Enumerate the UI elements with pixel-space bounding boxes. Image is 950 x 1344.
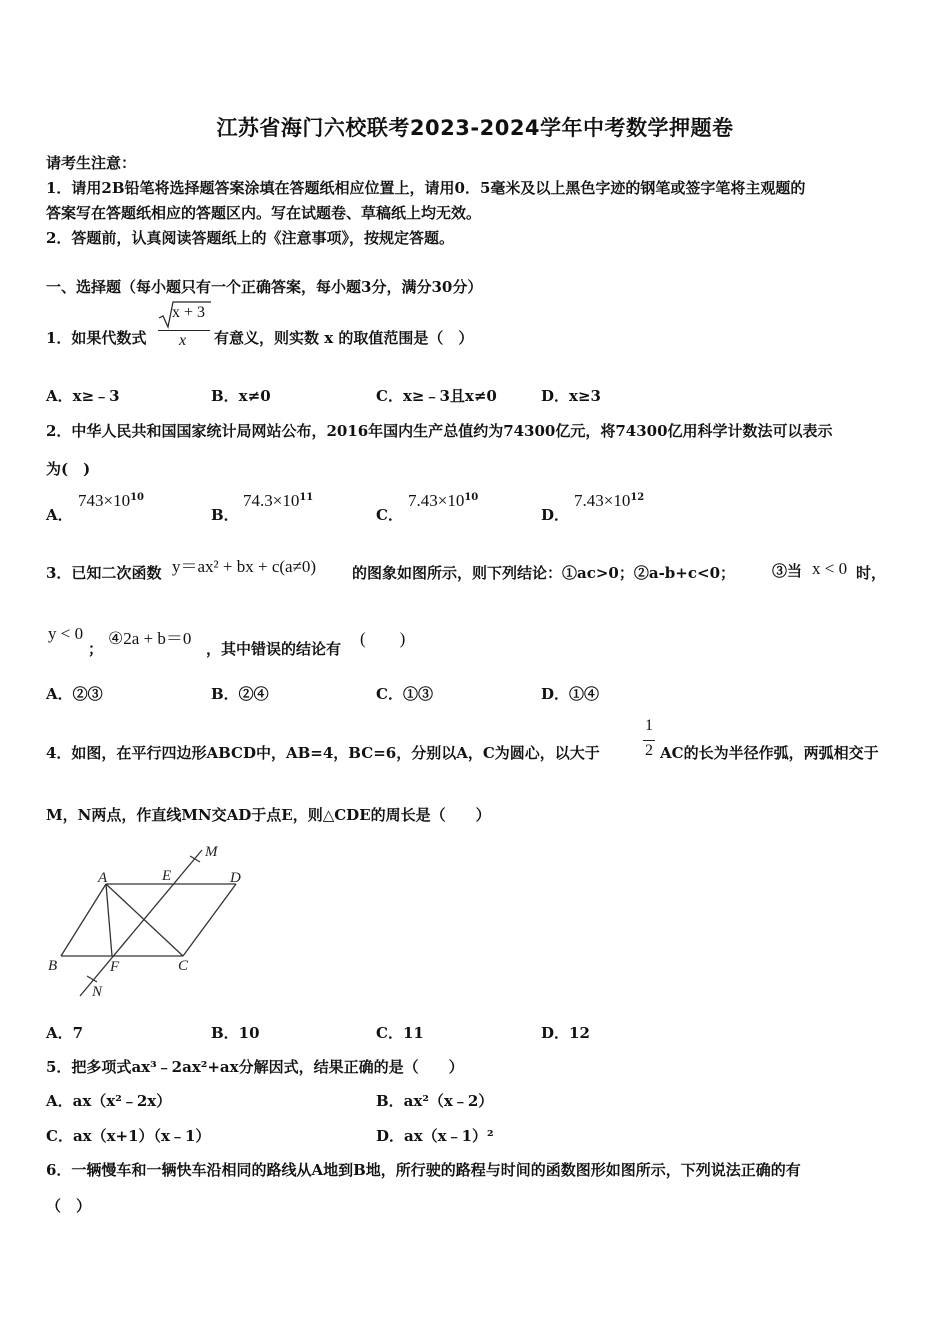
q4-option-c: C．11 bbox=[376, 1024, 424, 1042]
notice-item-1-cont: 答案写在答题纸相应的答题区内。写在试题卷、草稿纸上均无效。 bbox=[46, 204, 482, 222]
q3-cond3-label: ③当 bbox=[772, 562, 803, 580]
q3-cond3-expr: x < 0 bbox=[812, 559, 848, 578]
q2-option-b-value: $74.3\times 10^{11}$ bbox=[243, 491, 314, 510]
q5-option-c: C．ax（x+1）（x﹣1） bbox=[46, 1127, 211, 1145]
q2-option-c-label: C． bbox=[376, 506, 403, 524]
q3-option-c: C．①③ bbox=[376, 685, 433, 703]
q4-frac-num: 1 bbox=[645, 717, 653, 734]
q2-option-b-label: B． bbox=[211, 506, 239, 524]
q1-option-d: D．x≥3 bbox=[541, 387, 601, 405]
q3-suffix: ，其中错误的结论有 bbox=[206, 640, 342, 658]
q1-numerator: x + 3 bbox=[172, 304, 206, 321]
q2-option-a-label: A． bbox=[46, 506, 73, 524]
q2-option-d-value: $7.43\times 10^{12}$ bbox=[574, 491, 645, 510]
q3-cond3-when: 时， bbox=[856, 564, 887, 582]
section-heading: 一、选择题（每小题只有一个正确答案，每小题3分，满分30分） bbox=[46, 278, 483, 296]
q2-stem-cont: 为( ) bbox=[46, 460, 91, 478]
segment-ac bbox=[106, 884, 183, 956]
q4-option-d: D．12 bbox=[541, 1024, 590, 1042]
q4-frac-den: 2 bbox=[645, 742, 653, 759]
q5-option-d: D．ax（x﹣1）² bbox=[376, 1127, 494, 1145]
arc-mark-m bbox=[190, 856, 200, 862]
q4-option-b: B．10 bbox=[211, 1024, 260, 1042]
q3-paren: ( ) bbox=[360, 629, 406, 648]
q2-option-d-label: D． bbox=[541, 506, 570, 524]
q1-option-a: A．x≥﹣3 bbox=[46, 387, 120, 405]
fraction-bar bbox=[158, 330, 210, 331]
q4-suffix: AC的长为半径作弧，两弧相交于 bbox=[660, 744, 879, 762]
q5-stem: 5．把多项式ax³﹣2ax²+ax分解因式，结果正确的是（ ） bbox=[46, 1058, 464, 1076]
notice-heading: 请考生注意： bbox=[46, 154, 137, 172]
q6-stem: 6．一辆慢车和一辆快车沿相同的路线从A地到B地，所行驶的路程与时间的函数图形如图所示，下列说法正确的有 bbox=[46, 1161, 801, 1179]
parallelogram-figure bbox=[40, 838, 260, 1003]
segment-dc bbox=[183, 884, 236, 956]
label-n: N bbox=[92, 984, 103, 1000]
q4-option-a: A．7 bbox=[46, 1024, 84, 1042]
label-d: D bbox=[230, 870, 241, 886]
label-m: M bbox=[205, 844, 218, 860]
page-title: 江苏省海门六校联考2023-2024学年中考数学押题卷 bbox=[216, 116, 734, 140]
label-e: E bbox=[162, 868, 172, 884]
q5-option-a: A．ax（x²﹣2x） bbox=[46, 1092, 172, 1110]
q3-function: y＝ax² + bx + c(a≠0) bbox=[172, 557, 317, 576]
q1-option-c: C．x≥﹣3且x≠0 bbox=[376, 387, 497, 405]
q1-option-b: B．x≠0 bbox=[211, 387, 271, 405]
q2-option-c-value: $7.43\times 10^{10}$ bbox=[408, 491, 479, 510]
q6-stem-cont: （ ） bbox=[46, 1197, 92, 1215]
label-b: B bbox=[48, 958, 58, 974]
q2-option-a-value: $743\times 10^{10}$ bbox=[78, 491, 145, 510]
q3-prefix: 3．已知二次函数 bbox=[46, 564, 162, 582]
label-c: C bbox=[178, 958, 189, 974]
q3-option-a: A．②③ bbox=[46, 685, 103, 703]
q4-stem-cont: M，N两点，作直线MN交AD于点E，则△CDE的周长是（ ） bbox=[46, 806, 491, 824]
q3-cond4: ④2a + b＝0 bbox=[108, 629, 192, 648]
q3-separator: ； bbox=[88, 640, 104, 658]
q2-stem: 2．中华人民共和国国家统计局网站公布，2016年国内生产总值约为74300亿元，将74300亿用科学计数法可以表示 bbox=[46, 422, 833, 440]
fraction-bar bbox=[643, 740, 655, 741]
q1-denominator: x bbox=[179, 332, 187, 349]
q1-suffix: 有意义，则实数 x 的取值范围是（ ） bbox=[214, 329, 474, 347]
label-f: F bbox=[110, 959, 120, 975]
q1-prefix: 1．如果代数式 bbox=[46, 329, 147, 347]
segment-af bbox=[106, 884, 112, 956]
label-a: A bbox=[98, 870, 108, 886]
segment-ab bbox=[61, 884, 106, 956]
notice-item-2: 2．答题前，认真阅读答题纸上的《注意事项》，按规定答题。 bbox=[46, 229, 454, 247]
q3-conditions: 的图象如图所示，则下列结论：①ac>0；②a-b+c<0； bbox=[352, 564, 735, 582]
notice-item-1: 1．请用2B铅笔将选择题答案涂填在答题纸相应位置上，请用0．5毫米及以上黑色字迹的钢笔或签字笔将主观题的 bbox=[46, 179, 806, 197]
q4-prefix: 4．如图，在平行四边形ABCD中，AB=4，BC=6，分别以A，C为圆心，以大于 bbox=[46, 744, 600, 762]
q3-option-b: B．②④ bbox=[211, 685, 269, 703]
q3-option-d: D．①④ bbox=[541, 685, 600, 703]
q3-y-expr: y < 0 bbox=[48, 624, 84, 643]
q5-option-b: B．ax²（x﹣2） bbox=[376, 1092, 494, 1110]
